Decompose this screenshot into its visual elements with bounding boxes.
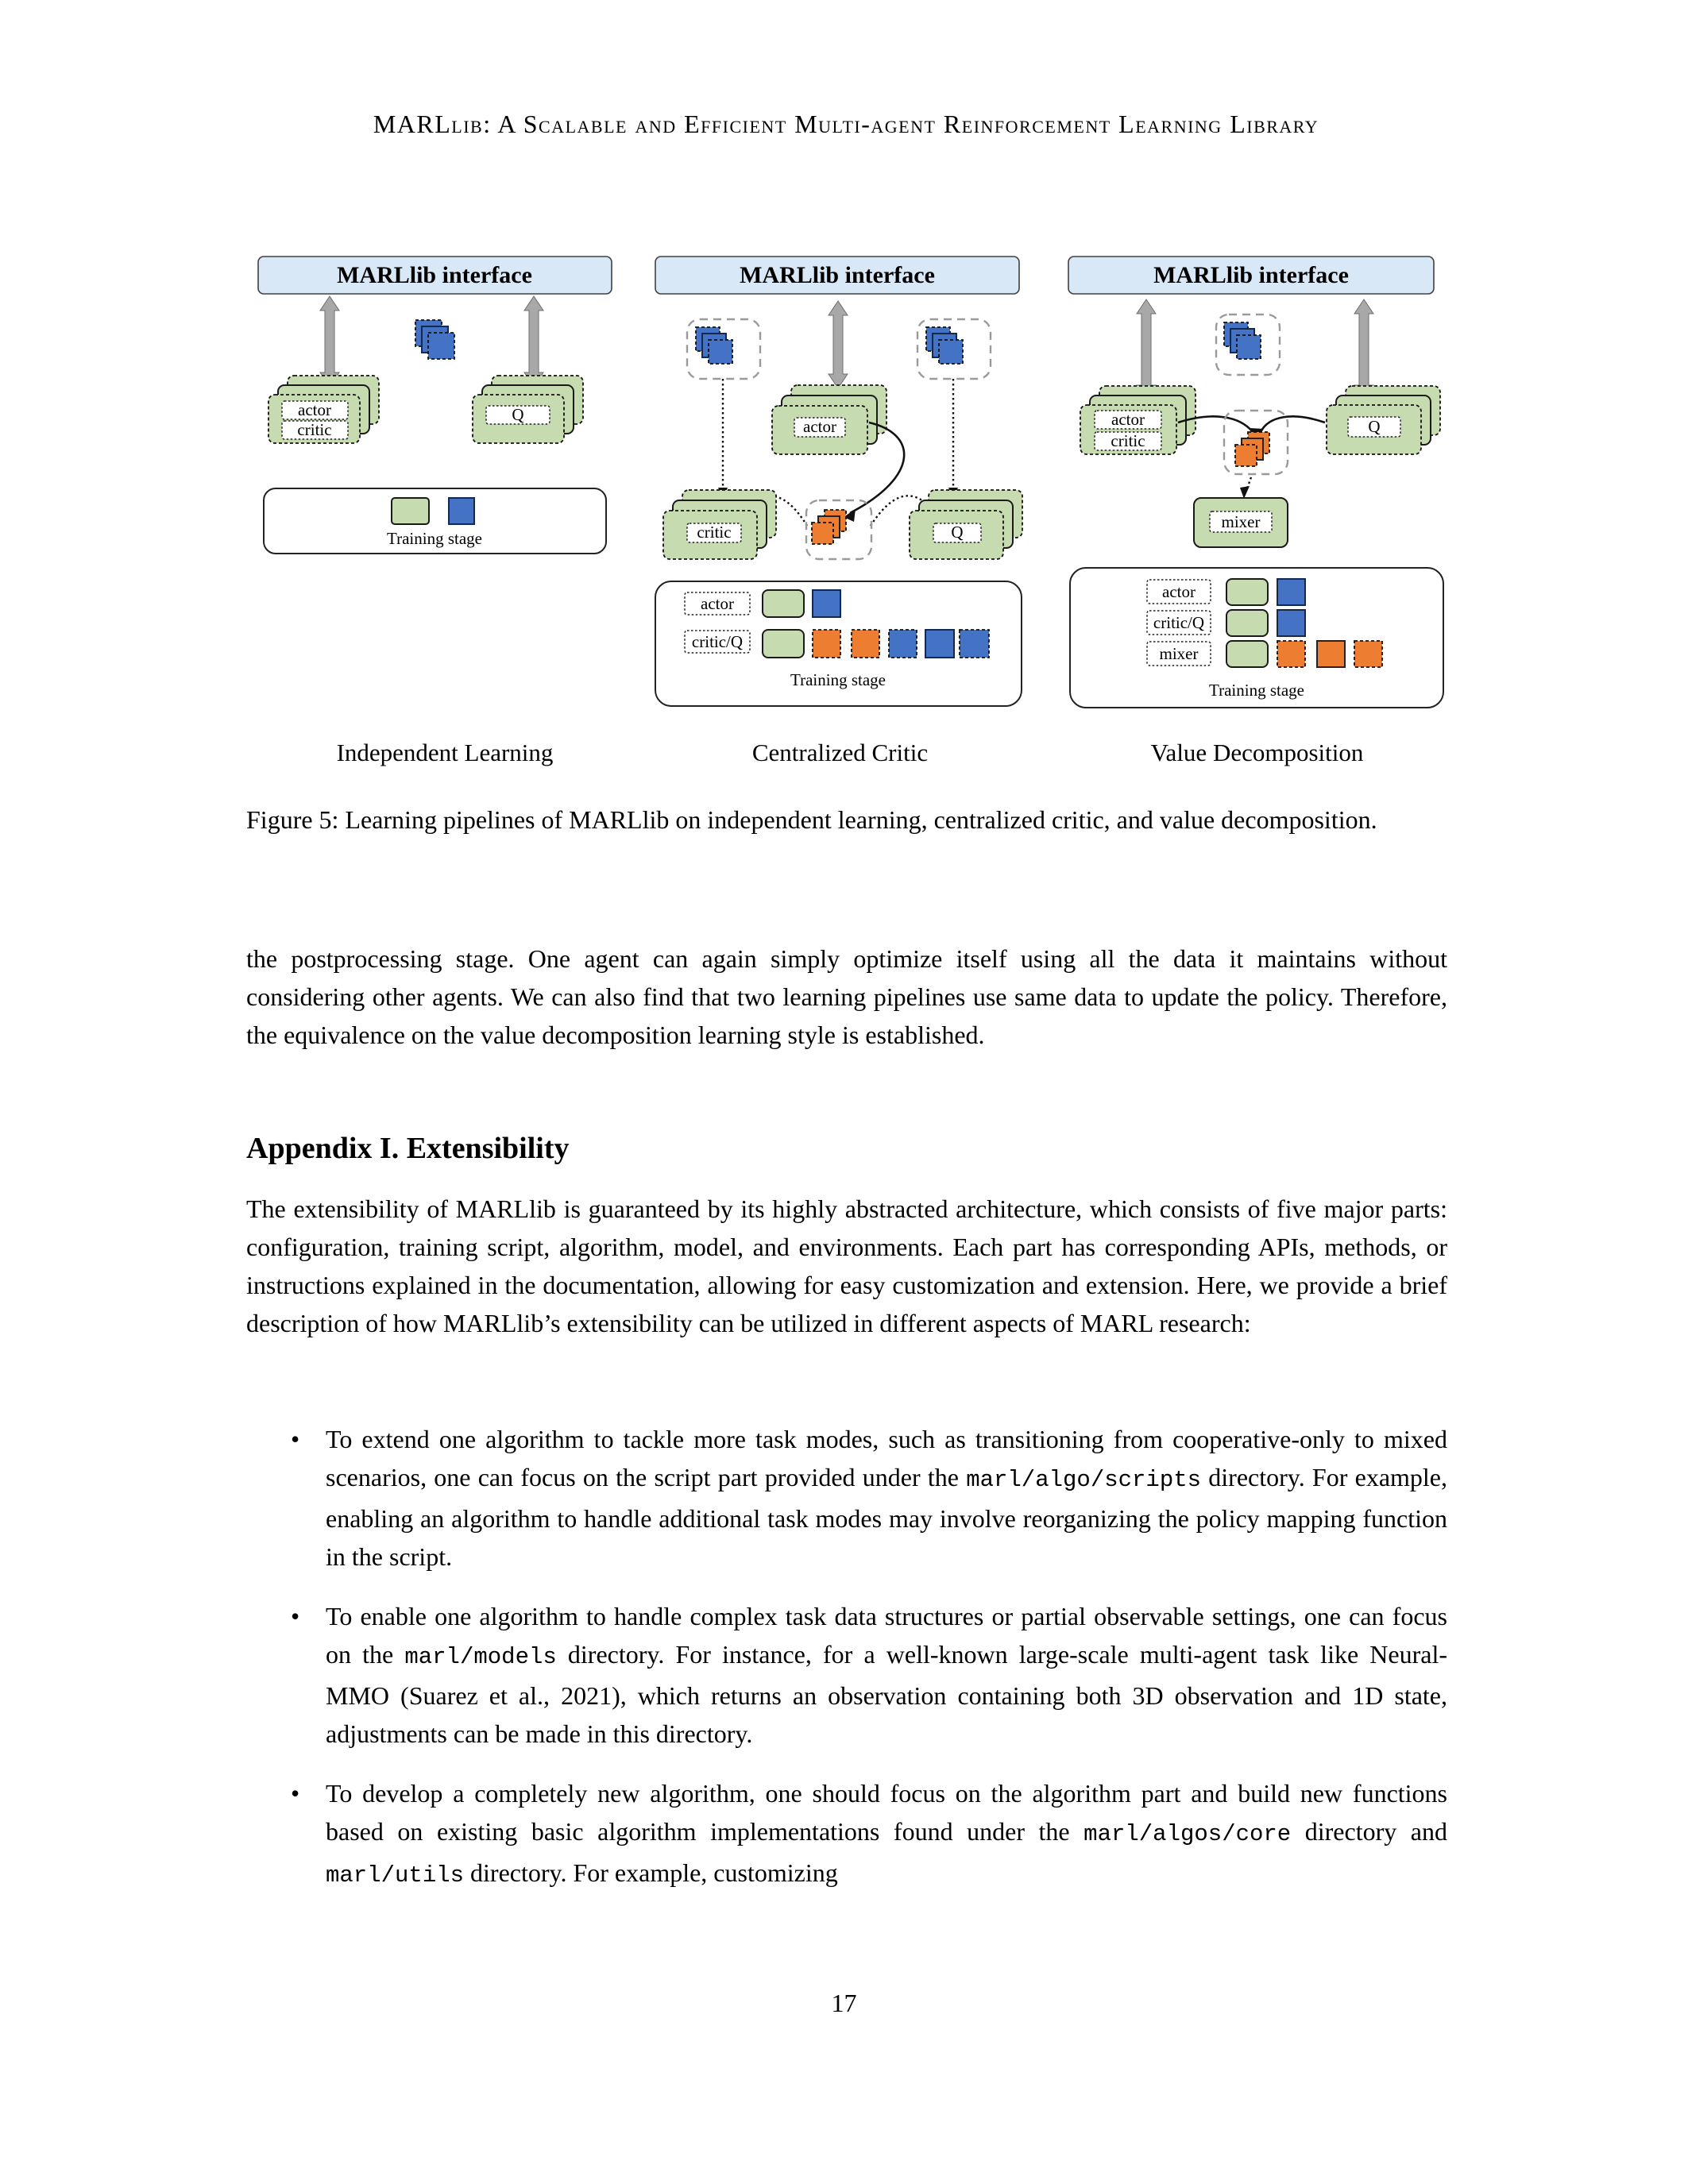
bullet-2-text: To enable one algorithm to handle complex task data structures or partial observable settings, one can focus on the — [326, 1602, 1447, 1669]
q-label: Q — [951, 523, 964, 542]
training-stage-label: Training stage — [387, 529, 482, 548]
panel-label-value-decomposition: Value Decomposition — [1150, 739, 1364, 766]
q-stack — [1327, 386, 1440, 454]
bullet-3-text-cont: directory. For example, customizing — [464, 1858, 838, 1887]
marllib-interface-label: MARLlib interface — [1153, 262, 1349, 288]
actor-label: actor — [1111, 410, 1145, 429]
q-label: Q — [512, 405, 524, 424]
q-label: Q — [1368, 417, 1381, 436]
figure-caption: Figure 5: Learning pipelines of MARLlib on independent learning, centralized critic, and value decomposition. — [246, 805, 1377, 834]
marllib-interface-label: MARLlib interface — [337, 262, 532, 288]
bullet-dot: • — [291, 1425, 300, 1453]
training-stage-label: Training stage — [790, 670, 886, 689]
critic-label: critic — [1111, 431, 1145, 450]
training-stage-box — [264, 488, 606, 554]
appendix-heading: Appendix I. Extensibility — [246, 1132, 570, 1165]
q-stack — [910, 490, 1022, 559]
marllib-interface-box — [1068, 257, 1434, 294]
legend-actor-label: actor — [1162, 582, 1196, 601]
actor-stack — [772, 385, 886, 454]
bullet-1-text-cont: directory. For example, enabling an algorithm to handle additional task modes may involve reorganizing the policy mapping function in the script. — [326, 1463, 1448, 1571]
env-data-container-left — [687, 319, 760, 379]
figure-panel-centralized-critic — [643, 253, 1037, 713]
actor-label: actor — [298, 400, 331, 419]
actor-critic-stack — [268, 376, 379, 443]
critic-label: critic — [697, 523, 732, 542]
marllib-interface-box — [258, 257, 612, 294]
env-data-container-right — [917, 319, 991, 379]
legend-critic-q-label: critic/Q — [691, 632, 744, 651]
actor-label: actor — [803, 417, 836, 436]
env-data-stack — [415, 320, 454, 359]
training-stage-box — [1070, 568, 1443, 708]
shared-to-mixer-arrow — [1240, 477, 1251, 499]
critic-label: critic — [297, 420, 332, 439]
actor-critic-stack — [1080, 386, 1196, 454]
bullet-3-text: To develop a completely new algorithm, one should focus on the algorithm part and build new functions based on existing basic algorithm implementations found under the — [326, 1779, 1447, 1846]
legend-green-square — [763, 590, 804, 617]
body-paragraph-2: The extensibility of MARLlib is guaranteed by its highly abstracted architecture, which consists of five major parts: configuration, training script, algorithm, model, and environments. Each part has corresponding APIs, methods, or instructions explained in the documentation, allowing for easy customization and extension. Here, we provide a brief description of how MARLlib’s extensibility can be utilized in different aspects of MARL research: — [246, 1194, 1447, 1337]
bullet-item-3 — [246, 1774, 1447, 1895]
figure-panel-value-decomposition — [1060, 253, 1454, 713]
bullet-2-text-cont: directory. For instance, for a well-known large-scale multi-agent task like Neural-MMO (Suarez et al., 2021), which returns an observation containing both 3D observation and 1D state, adjustments can be made in this directory. — [326, 1640, 1447, 1748]
marllib-interface-label: MARLlib interface — [740, 262, 935, 288]
legend-green-square — [392, 498, 429, 524]
code-path-utils: marl/utils — [326, 1862, 465, 1889]
bullet-dot: • — [291, 1602, 300, 1630]
shared-data-container — [806, 500, 871, 559]
body-paragraph-1: the postprocessing stage. One agent can again simply optimize itself using all the data it maintains without considering other agents. We can also find that two learning pipelines use same data to update the policy. Therefore, the equivalence on the value decomposition learning style is established. — [246, 944, 1447, 1049]
legend-critic-q-label: critic/Q — [1153, 613, 1205, 632]
bullet-1-text: To extend one algorithm to tackle more task modes, such as transitioning from cooperative-only to mixed scenarios, one can focus on the script part provided under the — [326, 1425, 1447, 1491]
running-header-title: MARLlib: A Scalable and Efficient Multi-agent Reinforcement Learning Library — [373, 110, 1319, 138]
legend-actor-label: actor — [701, 594, 734, 613]
interface-actor-arrow — [829, 301, 848, 388]
panel-label-centralized-critic: Centralized Critic — [751, 739, 929, 766]
env-data-container — [1216, 314, 1280, 375]
mixer-label: mixer — [1221, 512, 1261, 531]
critic-stack — [663, 490, 776, 559]
bullet-list — [246, 1420, 1447, 1916]
figure-panel-independent-learning — [254, 253, 635, 558]
bullet-item-2 — [246, 1597, 1447, 1753]
code-path-models: marl/models — [404, 1644, 557, 1670]
training-stage-label: Training stage — [1209, 681, 1304, 700]
q-stack — [473, 376, 583, 443]
training-stage-box — [655, 581, 1022, 706]
page-number: 17 — [831, 1989, 857, 2017]
legend-blue-square — [813, 590, 840, 617]
bullet-item-1 — [246, 1420, 1447, 1576]
panel-label-independent-learning: Independent Learning — [336, 739, 554, 766]
bullet-dot: • — [291, 1779, 300, 1808]
legend-mixer-label: mixer — [1159, 644, 1199, 663]
marllib-interface-box — [655, 257, 1019, 294]
code-path-algos-core: marl/algos/core — [1083, 1821, 1292, 1847]
code-path-algo-scripts: marl/algo/scripts — [966, 1467, 1202, 1493]
bullet-3-text-mid: directory and — [1291, 1817, 1448, 1846]
mixer-box — [1194, 498, 1288, 547]
legend-blue-square — [449, 498, 474, 524]
